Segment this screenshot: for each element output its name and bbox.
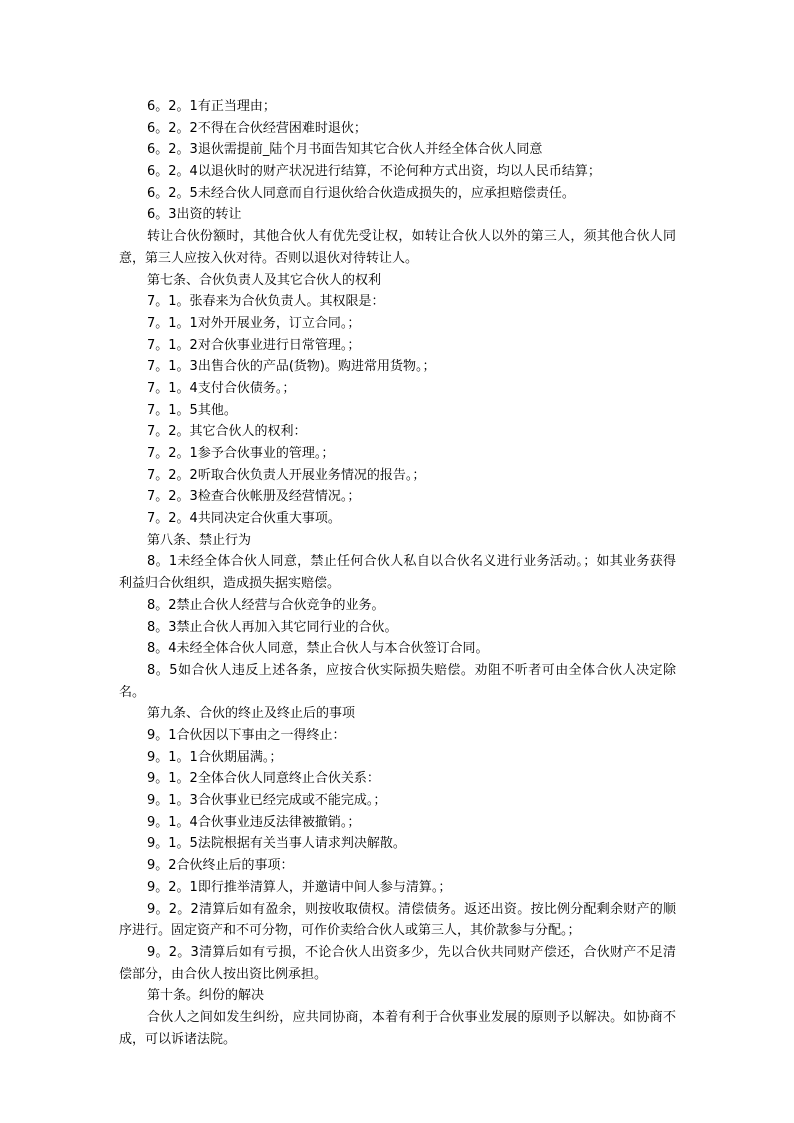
clause-9-2-2: 9。2。2清算后如有盈余，则按收取债权。清偿债务。返还出资。按比例分配剩余财产的顺序进行。固定资产和不可分物，可作价卖给合伙人或第三人，其价款参与分配。； [119, 901, 676, 939]
clause-7-2: 7。2。其它合伙人的权利： [147, 424, 307, 440]
clause-7-1-1: 7。1。1对外开展业务，订立合同。； [147, 315, 361, 331]
clause-7-1: 7。1。张春来为合伙负责人。其权限是： [147, 294, 385, 310]
paragraph-transfer: 转让合伙份额时，其他合伙人有优先受让权，如转让合伙人以外的第三人，须其他合伙人同意，第三人应按入伙对待。否则以退伙对待转让人。 [119, 229, 676, 266]
document-page [119, 96, 676, 1050]
clause-9-1-4: 9。1。4合伙事业违反法律被撤销。； [147, 814, 361, 830]
clause-7-1-2: 7。1。2对合伙事业进行日常管理。； [147, 337, 361, 353]
clause-6-2-1: 6。2。1有正当理由； [147, 99, 276, 114]
clause-9-2: 9。2合伙终止后的事项： [147, 858, 294, 874]
clause-8-3: 8。3禁止合伙人再加入其它同行业的合伙。 [147, 619, 398, 635]
clause-6-2-5: 6。2。5未经合伙人同意而自行退伙给合伙造成损失的，应承担赔偿责任。 [147, 185, 575, 201]
clause-7-2-3: 7。2。3检查合伙帐册及经营情况。； [147, 489, 361, 505]
heading-article-7: 第七条、合伙负责人及其它合伙人的权利 [147, 272, 382, 288]
clause-6-2-4: 6。2。4以退伙时的财产状况进行结算，不论何种方式出资，均以人民币结算； [147, 164, 601, 180]
clause-9-1-1: 9。1。1合伙期届满。； [147, 749, 283, 765]
clause-8-1: 8。1未经全体合伙人同意，禁止任何合伙人私自以合伙名义进行业务活动。；如其业务获得利益归合伙组织，造成损失据实赔偿。 [119, 554, 676, 592]
clause-7-2-1: 7。2。1参予合伙事业的管理。； [147, 446, 335, 462]
clause-9-2-1: 9。2。1即行推举清算人，并邀请中间人参与清算。； [147, 879, 452, 895]
clause-9-2-3: 9。2。3清算后如有亏损，不论合伙人出资多少，先以合伙共同财产偿还，合伙财产不足清偿部分，由合伙人按出资比例承担。 [119, 944, 676, 982]
heading-article-9: 第九条、合伙的终止及终止后的事项 [147, 706, 356, 722]
clause-7-2-4: 7。2。4共同决定合伙重大事项。 [147, 511, 341, 527]
clause-6-2-2: 6。2。2不得在合伙经营困难时退伙； [147, 120, 367, 136]
clause-7-1-3: 7。1。3出售合伙的产品(货物)。购进常用货物。； [147, 359, 436, 375]
heading-article-8: 第八条、禁止行为 [147, 532, 252, 548]
clause-9-1-2: 9。1。2全体合伙人同意终止合伙关系： [147, 771, 380, 787]
clause-8-4: 8。4未经全体合伙人同意，禁止合伙人与本合伙签订合同。 [147, 641, 489, 657]
clause-7-1-4: 7。1。4支付合伙债务。； [147, 380, 296, 396]
clause-8-2: 8。2禁止合伙人经营与合伙竞争的业务。 [147, 597, 385, 613]
clause-8-5: 8。5如合伙人违反上述各条，应按合伙实际损失赔偿。劝阻不听者可由全体合伙人决定除名。 [119, 662, 676, 700]
clause-9-1-3: 9。1。3合伙事业已经完成或不能完成。； [147, 793, 387, 809]
clause-7-1-5: 7。1。5其他。 [147, 402, 237, 418]
heading-article-10: 第十条。纠份的解决 [147, 988, 265, 1004]
clause-6-2-3: 6。2。3退伙需提前_陆个月书面告知其它合伙人并经全体合伙人同意 [147, 142, 543, 158]
clause-7-2-2: 7。2。2听取合伙负责人开展业务情况的报告。； [147, 467, 426, 483]
clause-9-1-5: 9。1。5法院根据有关当事人请求判决解散。 [147, 836, 406, 852]
clause-9-1: 9。1合伙因以下事由之一得终止： [147, 728, 346, 744]
clause-6-3: 6。3出资的转让 [147, 207, 242, 223]
paragraph-dispute: 合伙人之间如发生纠纷，应共同协商，本着有利于合伙事业发展的原则予以解决。如协商不成，可以诉诸法院。 [119, 1010, 676, 1047]
